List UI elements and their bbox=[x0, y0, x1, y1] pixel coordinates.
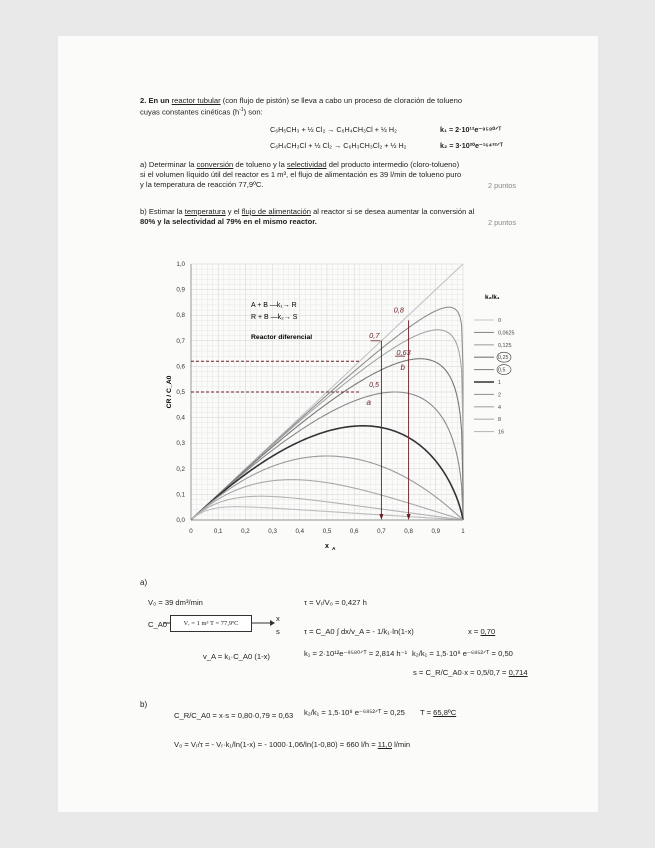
y-tick-label: 0,5 bbox=[176, 389, 185, 396]
x-tick-label: 0,3 bbox=[268, 528, 277, 535]
y-tick-label: 0,0 bbox=[176, 517, 185, 524]
x-tick-label: 0 bbox=[189, 528, 193, 535]
reactor-label: Reactor diferencial bbox=[251, 334, 313, 341]
problem-intro: 2. En un reactor tubular (con flujo de pistón) se lleva a cabo un proceso de cloración de tolueno bbox=[140, 96, 463, 105]
b-k2k1: k₂/k₁ = 1,5·10⁸ e⁻⁶⁸⁵²ᐟᵀ = 0,25 bbox=[304, 708, 405, 717]
part-a-line2: si el volumen líquido útil del reactor es 1 m³, el flujo de alimentación es 39 l/min de tolueno puro bbox=[140, 170, 462, 179]
tau-1: τ = Vᵣ/V₀ = 0,427 h bbox=[304, 598, 367, 607]
reaction-2: C₆H₄CH₃Cl + ½ Cl₂ → C₆H₃CH₃Cl₂ + ½ H₂ bbox=[270, 141, 407, 150]
hand-080: 0,8 bbox=[393, 305, 404, 315]
y-tick-label: 1,0 bbox=[176, 261, 185, 268]
k2k1-value: k₂/k₁ = 1,5·10⁸ e⁻⁶⁸⁵²ᐟᵀ = 0,50 bbox=[412, 649, 513, 658]
y-tick-label: 0,7 bbox=[176, 337, 185, 345]
legend-label-0,25: 0,25 bbox=[498, 355, 509, 362]
scheme-2: R + B —k₂→ S bbox=[251, 314, 298, 321]
legend-label-0: 0 bbox=[498, 318, 501, 324]
legend-label-0,5: 0,5 bbox=[498, 367, 506, 374]
reaction-1: C₆H₅CH₃ + ½ Cl₂ → C₆H₄CH₃Cl + ½ H₂ bbox=[270, 125, 397, 134]
part-b-line1: b) Estimar la temperatura y el flujo de alimentación al reactor si se desea aumentar la conversión al bbox=[140, 207, 475, 216]
x-tick-label: 0,6 bbox=[349, 528, 359, 535]
reactor-arrows bbox=[160, 618, 280, 632]
y-tick-label: 0,9 bbox=[176, 286, 185, 294]
hand-063: 0,63 bbox=[396, 347, 411, 357]
b-feed-flow: V₀ = Vᵣ/τ = - Vᵣ·k₁/ln(1-x) = - 1000·1,06/ln(1-0,80) = 660 l/h = 11,0 l/min bbox=[174, 740, 411, 749]
hand-a: a bbox=[366, 397, 371, 407]
solution-b-label: b) bbox=[140, 700, 148, 709]
y-axis-label: CR / C_A0 bbox=[166, 375, 173, 409]
rate-expression: v_A = k₁·C_A0 (1-x) bbox=[203, 652, 270, 661]
out-x: x bbox=[276, 614, 280, 623]
legend-label-0,0625: 0,0625 bbox=[498, 330, 515, 337]
feed-flow: V₀ = 39 dm³/min bbox=[148, 598, 203, 607]
part-b-line2: 80% y la selectividad al 79% en el mismo reactor. bbox=[140, 217, 317, 226]
out-s: s bbox=[276, 627, 280, 636]
x-tick-label: 0,4 bbox=[295, 528, 305, 535]
x-result: x = 0,70 bbox=[468, 627, 496, 636]
problem-intro-2: cuyas constantes cinéticas $(h^{-1})$ son: bbox=[140, 107, 263, 117]
x-axis-label-sub: A bbox=[332, 547, 336, 552]
hand-b: b bbox=[400, 363, 405, 373]
part-a-points: 2 puntos bbox=[488, 181, 516, 190]
x-tick-label: 0,5 bbox=[322, 528, 332, 535]
x-tick-label: 0,8 bbox=[404, 528, 413, 535]
part-a-line3: y la temperatura de reacción 77,9ºC. bbox=[140, 180, 264, 189]
b-cr: C_R/C_A0 = x·s = 0,80·0,79 = 0,63 bbox=[174, 711, 294, 720]
y-tick-label: 0,6 bbox=[176, 363, 185, 371]
y-tick-label: 0,2 bbox=[176, 465, 185, 473]
scheme-1: A + B —k₁→ R bbox=[251, 302, 297, 309]
tau-2: τ = C_A0 ∫ dx/v_A = - 1/k₁·ln(1-x) bbox=[304, 627, 414, 636]
s-result: s = C_R/C_A0·x = 0,5/0,7 = 0,714 bbox=[413, 668, 528, 677]
b-temperature: T = 65,8ºC bbox=[420, 708, 457, 717]
legend-title: k₂/k₁ bbox=[485, 294, 500, 301]
legend-label-4: 4 bbox=[498, 404, 501, 411]
legend-label-8: 8 bbox=[498, 417, 501, 424]
k1-value: k₁ = 2·10¹²e⁻⁹⁵⁸⁰ᐟᵀ = 2,814 h⁻¹ bbox=[304, 649, 408, 658]
hand-07: 0,7 bbox=[369, 331, 380, 341]
hand-05: 0,5 bbox=[369, 381, 379, 389]
x-tick-label: 0,2 bbox=[241, 528, 250, 535]
legend-label-0,125: 0,125 bbox=[498, 342, 512, 349]
solution-a-label: a) bbox=[140, 578, 148, 587]
x-tick-label: 0,1 bbox=[213, 528, 223, 535]
cao-label: C_A0 bbox=[148, 620, 167, 629]
k2-expression: k₂ = 3·10²⁰e⁻¹⁶⁴³²ᐟᵀ bbox=[440, 141, 504, 150]
reactor-box: Vᵣ = 1 m³ T = 77,9ºC bbox=[170, 615, 252, 632]
part-a-line1: a) Determinar la conversión de tolueno y la selectividad del producto intermedio (cloro-tolueno) bbox=[140, 160, 460, 169]
y-tick-label: 0,3 bbox=[176, 440, 185, 448]
x-tick-label: 0,9 bbox=[431, 528, 441, 535]
k1-expression: k₁ = 2·10¹²e⁻⁹⁵⁸⁰ᐟᵀ bbox=[440, 125, 502, 134]
legend-label-1: 1 bbox=[498, 380, 501, 386]
y-tick-label: 0,1 bbox=[176, 491, 185, 499]
y-tick-label: 0,4 bbox=[176, 414, 185, 422]
selectivity-chart bbox=[155, 250, 525, 560]
x-axis-label: x bbox=[325, 543, 329, 550]
legend-label-2: 2 bbox=[498, 392, 501, 399]
x-tick-label: 1 bbox=[461, 528, 465, 535]
legend-label-16: 16 bbox=[498, 429, 504, 436]
part-b-points: 2 puntos bbox=[488, 218, 516, 227]
y-tick-label: 0,8 bbox=[176, 312, 185, 320]
x-tick-label: 0,7 bbox=[377, 528, 386, 535]
